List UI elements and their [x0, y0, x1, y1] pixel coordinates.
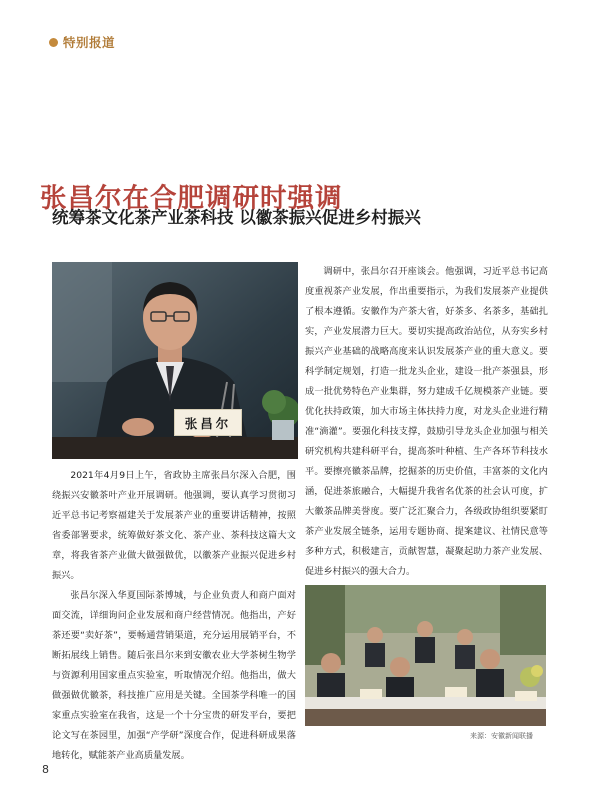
nameplate — [174, 409, 242, 436]
section-tag-label: 特别报道 — [63, 35, 116, 50]
left-column — [52, 466, 296, 766]
page-number: 8 — [42, 763, 49, 776]
photo-credit: 来源：安徽新闻联播 — [470, 732, 533, 740]
paragraph: 2021年4月9日上午，省政协主席张昌尔深入合肥，围绕振兴安徽茶叶产业开展调研。他强调，要认真学习贯彻习近平总书记考察福建关于发展茶产业的重要讲话精神，按照省委部署要求，统筹做好茶文化、茶产业、茶科技这篇大文章，将我省茶产业做大做强做优，以徽茶产业振兴促进乡村振兴。 — [52, 470, 296, 581]
article-subtitle: 统筹茶文化茶产业茶科技 以徽茶振兴促进乡村振兴 — [52, 208, 421, 227]
speaker-photo — [52, 262, 298, 459]
section-dot-icon — [49, 38, 58, 47]
nameplate-label: 张昌尔 — [184, 415, 232, 431]
section-tag — [49, 33, 115, 51]
meeting-photo-image — [305, 585, 546, 726]
paragraph: 调研中，张昌尔召开座谈会。他强调，习近平总书记高度重视茶产业发展，作出重要指示，为我们发展茶产业提供了根本遵循。安徽作为产茶大省，好茶多、名茶多，基础扎实，产业发展潜力巨大。要切实提高政治站位，从夯实乡村振兴产业基础的战略高度来认识发展茶产业的重大意义。要科学制定规划，打造一批龙头企业，建设一批产茶强县，形成一批优势特色产业集群，努力建成千亿规模茶产业链。要优化扶持政策，加大市场主体扶持力度，对龙头企业进行精准“滴灌”。要强化科技支撑，鼓励引导龙头企业加强与相关研究机构共建科研平台，提高茶叶种植、生产各环节科技水平。要擦亮徽茶品牌，挖掘茶的历史价值，丰富茶的文化内涵，促进茶旅融合，大幅提升我省名优茶的社会认可度，扩大徽茶品牌美誉度。要广泛汇聚合力，各级政协组织要紧盯茶产业发展全链条，运用专题协商、提案建议、社情民意等多种方式，积极建言，贡献智慧，凝聚起助力茶产业发展、促进乡村振兴的强大合力。 — [305, 266, 548, 577]
paragraph: 张昌尔深入华夏国际茶博城，与企业负责人和商户面对面交流，详细询问企业发展和商户经营情况。他指出，产好茶还要“卖好茶”，要畅通营销渠道，充分运用展销平台，不断拓展线上销售。随后张昌尔来到安徽农业大学茶树生物学与资源利用国家重点实验室，听取情况介绍。他指出，做大做强做优徽茶，科技推广应用是关键。全国茶学科唯一的国家重点实验室在我省，这是一个十分宝贵的研发平台，要把论文写在茶园里，加强“产学研”深度合作，促进科研成果落地转化，赋能茶产业高质量发展。 — [52, 590, 296, 761]
meeting-photo — [305, 585, 546, 726]
article-title: 张昌尔在合肥调研时强调 — [40, 183, 343, 214]
right-column — [305, 262, 548, 582]
